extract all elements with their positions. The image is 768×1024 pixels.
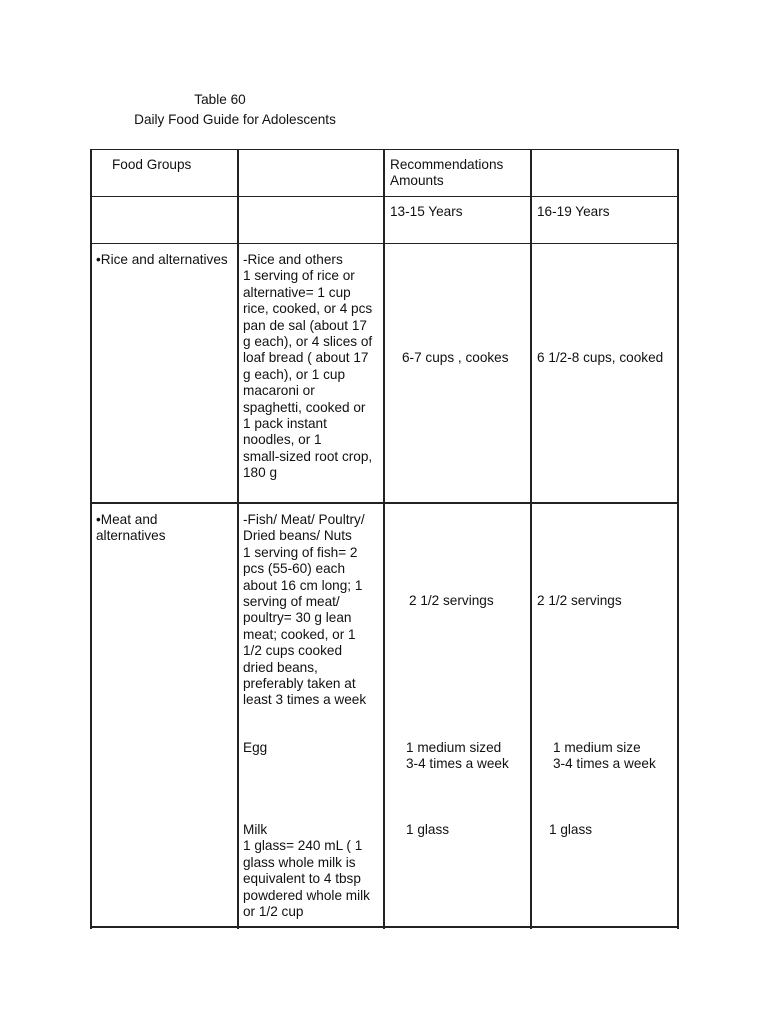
meat-amount-13-15: 2 1/2 servings bbox=[409, 593, 494, 608]
milk-amount-13-15: 1 glass bbox=[406, 822, 450, 837]
header-age-13-15: 13-15 Years bbox=[390, 204, 463, 219]
column-divider bbox=[530, 149, 532, 929]
egg-amount-13-15: 1 medium sized 3-4 times a week bbox=[406, 740, 509, 772]
rice-amount-16-19: 6 1/2-8 cups, cooked bbox=[537, 350, 664, 365]
header-recommendations: Recommendations Amounts bbox=[390, 157, 504, 189]
milk-amount-16-19: 1 glass bbox=[549, 822, 593, 837]
table-border-left bbox=[90, 149, 92, 929]
rice-amount-13-15: 6-7 cups , cookes bbox=[402, 350, 509, 365]
table-title: Daily Food Guide for Adolescents bbox=[134, 112, 336, 127]
egg-description: Egg bbox=[243, 740, 268, 755]
food-guide-table bbox=[90, 149, 679, 929]
meat-group-label: •Meat and alternatives bbox=[96, 512, 166, 544]
egg-amount-16-19: 1 medium size 3-4 times a week bbox=[553, 740, 656, 772]
rice-group-label: •Rice and alternatives bbox=[96, 252, 228, 267]
column-divider bbox=[383, 149, 385, 929]
header-food-groups: Food Groups bbox=[112, 157, 192, 172]
table-border-right bbox=[677, 149, 679, 929]
header-age-16-19: 16-19 Years bbox=[537, 204, 610, 219]
milk-description: Milk 1 glass= 240 mL ( 1 glass whole milk is equivalent to 4 tbsp powdered whole milk or 1/2 cup bbox=[243, 822, 370, 920]
column-divider bbox=[237, 149, 239, 929]
table-number: Table 60 bbox=[194, 92, 246, 107]
meat-amount-16-19: 2 1/2 servings bbox=[537, 593, 622, 608]
rice-description: -Rice and others 1 serving of rice or alternative= 1 cup rice, cooked, or 4 pcs pan de sal (about 17 g each), or 4 slices of loaf bread ( about 17 g each), or 1 cup macaroni or spaghetti, cooked or 1 pack instant noodles, or 1 small-sized root crop, 180 g bbox=[243, 252, 373, 481]
meat-description: -Fish/ Meat/ Poultry/ Dried beans/ Nuts 1 serving of fish= 2 pcs (55-60) each about 16 cm long; 1 serving of meat/ poultry= 30 g lean meat; cooked, or 1 1/2 cups cooked dried beans, preferably taken at least 3 times a week bbox=[243, 512, 367, 708]
